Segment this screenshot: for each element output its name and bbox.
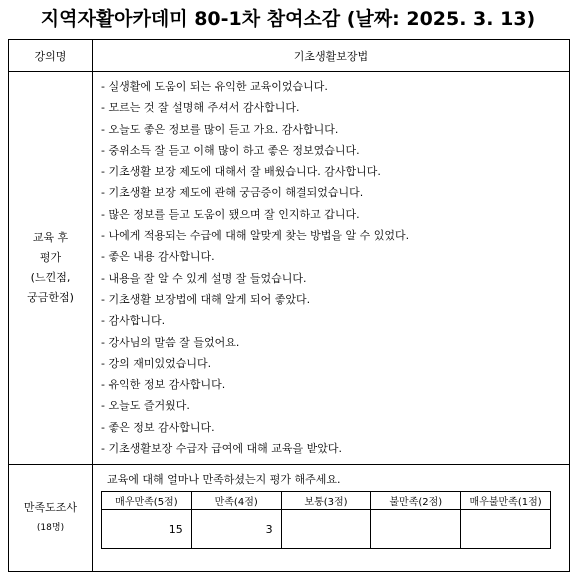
survey-label: [9, 465, 93, 572]
comment-item: - 기초생활 보장 제도에 대해서 잘 배웠습니다. 감사합니다.: [101, 165, 381, 179]
survey-content: [93, 465, 570, 572]
rating-value-cell: [461, 510, 551, 549]
lecture-name-label: 강의명: [9, 40, 93, 72]
comment-item: - 강사님의 말씀 잘 들었어요.: [101, 335, 240, 349]
rating-header-cell: 불만족(2점): [371, 492, 461, 510]
comment-item: - 많은 정보를 듣고 도움이 됐으며 잘 인지하고 갑니다.: [101, 207, 360, 221]
comment-item: - 나에게 적용되는 수급에 대해 알맞게 찾는 방법을 알 수 있었다.: [101, 229, 410, 243]
comment-item: - 강의 재미있었습니다.: [101, 356, 212, 370]
header-row: [9, 40, 570, 72]
comment-item: - 모르는 것 잘 설명해 주셔서 감사합니다.: [101, 101, 300, 115]
rating-header-row: [102, 492, 551, 510]
survey-count: (18명): [36, 523, 65, 533]
comment-item: - 좋은 정보 감사합니다.: [101, 420, 215, 434]
survey-question: 교육에 대해 얼마나 만족하셨는지 평가 해주세요.: [107, 473, 341, 486]
evaluation-label-line: 평가: [39, 251, 62, 264]
document-title: 지역자활아카데미 80-1차 참여소감 (날짜: 2025. 3. 13): [40, 8, 536, 30]
evaluation-label: [9, 72, 93, 465]
survey-title: 만족도조사: [23, 501, 78, 514]
comment-item: - 유익한 정보 감사합니다.: [101, 378, 226, 392]
survey-row: [9, 465, 570, 572]
rating-value-row: [102, 510, 551, 549]
rating-value-cell: [371, 510, 461, 549]
evaluation-label-line: (느낀점,: [30, 271, 71, 284]
comment-item: - 기초생활 보장법에 대해 알게 되어 좋았다.: [101, 292, 311, 306]
comment-item: - 좋은 내용 감사합니다.: [101, 250, 215, 264]
comment-item: - 내용을 잘 알 수 있게 설명 잘 들었습니다.: [101, 271, 307, 285]
feedback-table: [8, 39, 570, 572]
comment-item: - 오늘도 즐거웠다.: [101, 399, 190, 413]
comment-item: - 중위소득 잘 듣고 이해 많이 하고 좋은 정보였습니다.: [101, 143, 360, 157]
comment-item: - 기초생활보장 수급자 급여에 대해 교육을 받았다.: [101, 442, 342, 456]
rating-header-cell: 매우불만족(1점): [461, 492, 551, 510]
evaluation-label-line: 궁금한점): [27, 291, 74, 304]
evaluation-row: [9, 72, 570, 465]
lecture-name-value: 기초생활보장법: [93, 40, 570, 72]
comment-item: - 실생활에 도움이 되는 유익한 교육이었습니다.: [101, 80, 328, 93]
evaluation-label-line: 교육 후: [32, 231, 69, 244]
comment-item: - 오늘도 좋은 정보를 많이 듣고 가요. 감사합니다.: [101, 122, 339, 136]
rating-value-cell: 15: [102, 510, 192, 549]
rating-table: [101, 491, 551, 549]
comment-list: [93, 72, 569, 462]
rating-header-cell: 매우만족(5점): [102, 492, 192, 510]
rating-value-cell: [281, 510, 371, 549]
rating-value-cell: 3: [191, 510, 281, 549]
comment-item: - 기초생활 보장 제도에 관해 궁금증이 해결되었습니다.: [101, 186, 364, 200]
comment-item: - 감사합니다.: [101, 314, 166, 328]
rating-header-cell: 보통(3점): [281, 492, 371, 510]
evaluation-comments: [93, 72, 570, 465]
rating-header-cell: 만족(4점): [191, 492, 281, 510]
